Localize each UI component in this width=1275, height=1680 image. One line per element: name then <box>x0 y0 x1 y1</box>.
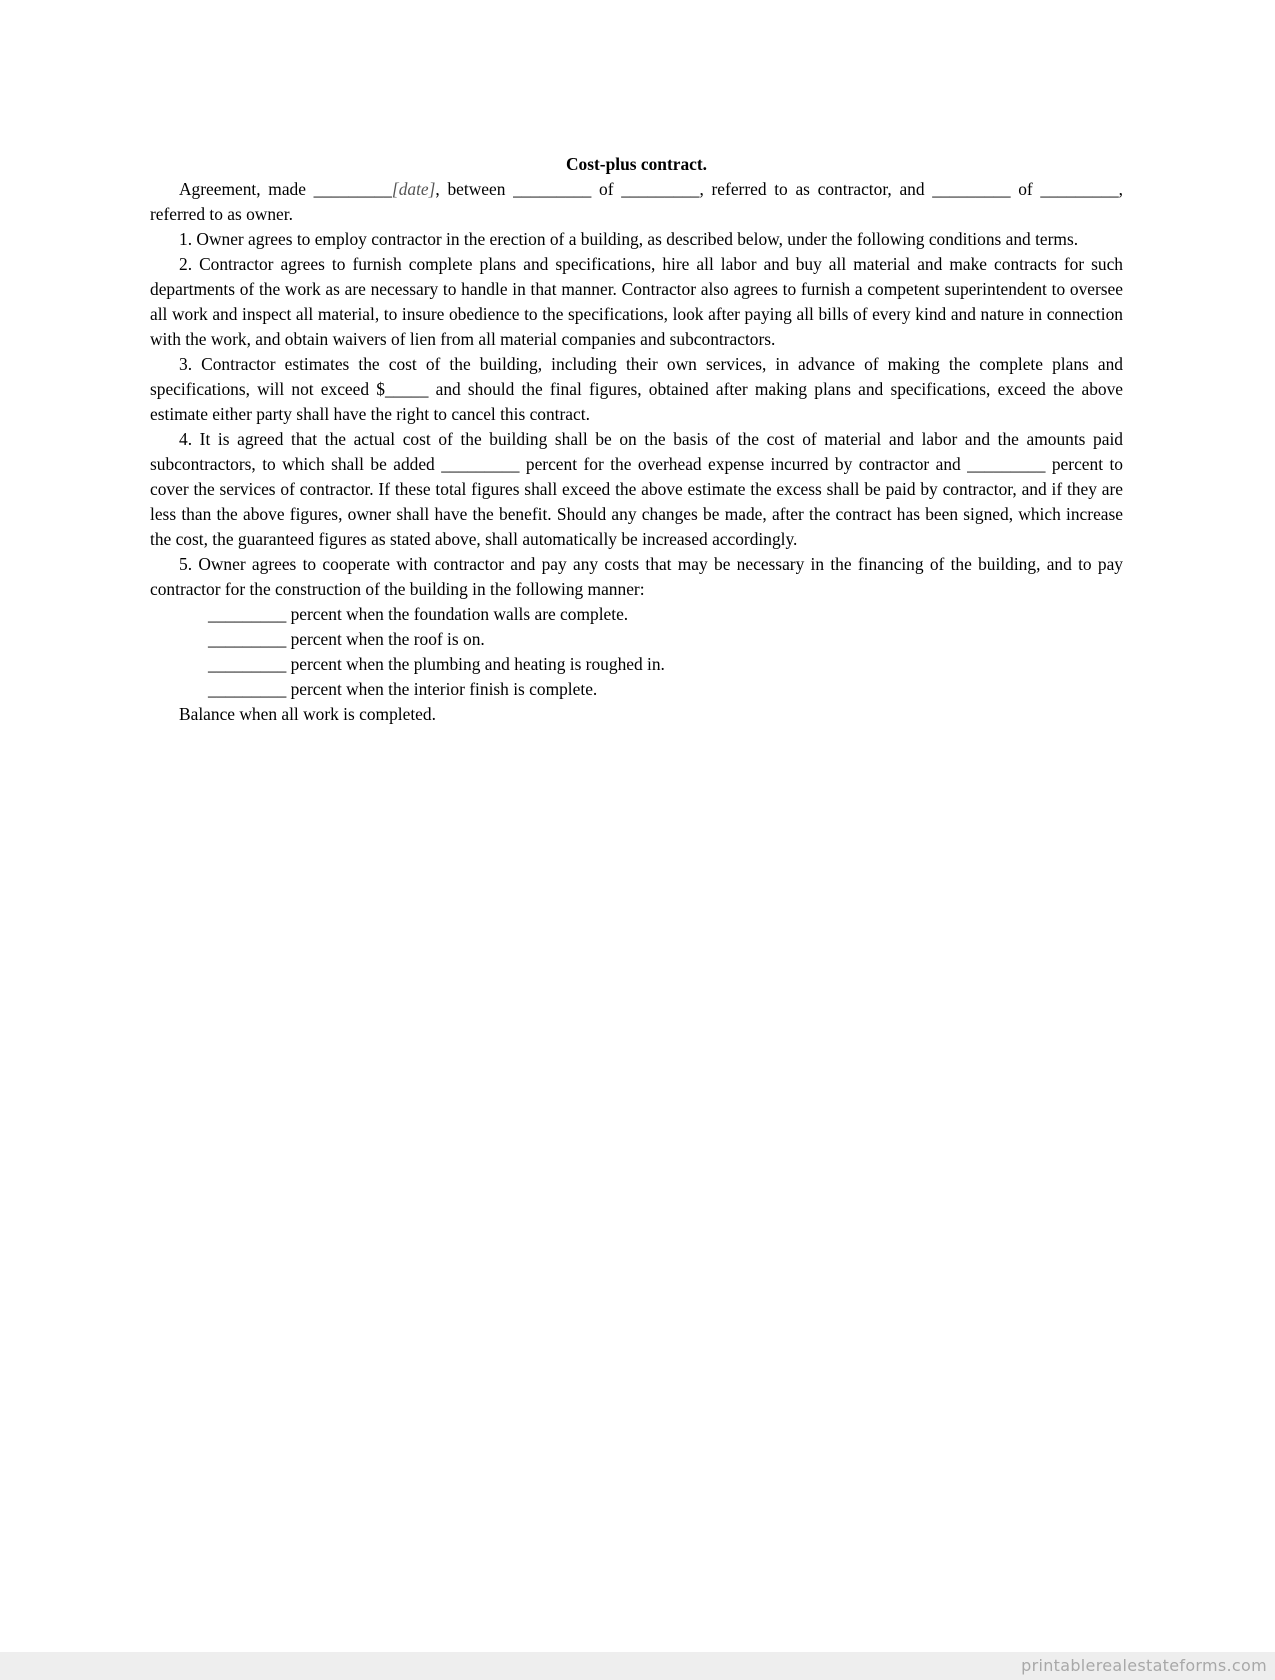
schedule-item-plumbing: _________ percent when the plumbing and heating is roughed in. <box>208 654 665 674</box>
clause-3: 3. Contractor estimates the cost of the building, including their own services, in advance of making the complete plans and specifications, will not exceed $_____ and should the final figures, obtained after making plans and specifications, exceed the above estimate either party shall have the right to cancel this contract. <box>150 354 1123 424</box>
schedule-item-foundation: _________ percent when the foundation walls are complete. <box>208 604 629 624</box>
intro-text-part1: Agreement, made _________ <box>179 179 392 199</box>
schedule-item-interior: _________ percent when the interior finish is complete. <box>208 679 598 699</box>
schedule-item-roof: _________ percent when the roof is on. <box>208 629 485 649</box>
balance-clause: Balance when all work is completed. <box>179 704 436 724</box>
clause-4: 4. It is agreed that the actual cost of the building shall be on the basis of the cost of material and labor and the amounts paid subcontractors, to which shall be added _________ percent for the overhead expense incurred by contractor and _________ percent to cover the services of contractor. If these total figures shall exceed the above estimate the excess shall be paid by contractor, and if they are less than the above figures, owner shall have the benefit. Should any changes be made, after the contract has been signed, which increase the cost, the guaranteed figures as stated above, shall automatically be increased accordingly. <box>150 429 1123 549</box>
contract-body <box>150 152 1123 727</box>
date-placeholder: [date] <box>391 179 436 199</box>
clause-2: 2. Contractor agrees to furnish complete plans and specifications, hire all labor and buy all material and make contracts for such departments of the work as are necessary to handle in that manner. Contractor also agrees to furnish a competent superintendent to oversee all work and inspect all material, to insure obedience to the specifications, look after paying all bills of every kind and nature in connection with the work, and obtain waivers of lien from all material companies and subcontractors. <box>150 254 1123 349</box>
document-title: Cost-plus contract. <box>565 154 708 174</box>
clause-5: 5. Owner agrees to cooperate with contractor and pay any costs that may be necessary in the financing of the building, and to pay contractor for the construction of the building in the following manner: <box>150 554 1123 599</box>
agreement-intro <box>150 177 1123 227</box>
clause-1: 1. Owner agrees to employ contractor in the erection of a building, as described below, under the following conditions and terms. <box>179 229 1079 249</box>
footer-watermark: printablerealestateforms.com <box>1021 1656 1267 1675</box>
payment-schedule <box>150 602 1123 702</box>
intro-text-part2: , between _________ of _________, referred to as contractor, and _________ of _________, referred to as owner. <box>150 179 1124 224</box>
footer-bar <box>0 1652 1275 1680</box>
